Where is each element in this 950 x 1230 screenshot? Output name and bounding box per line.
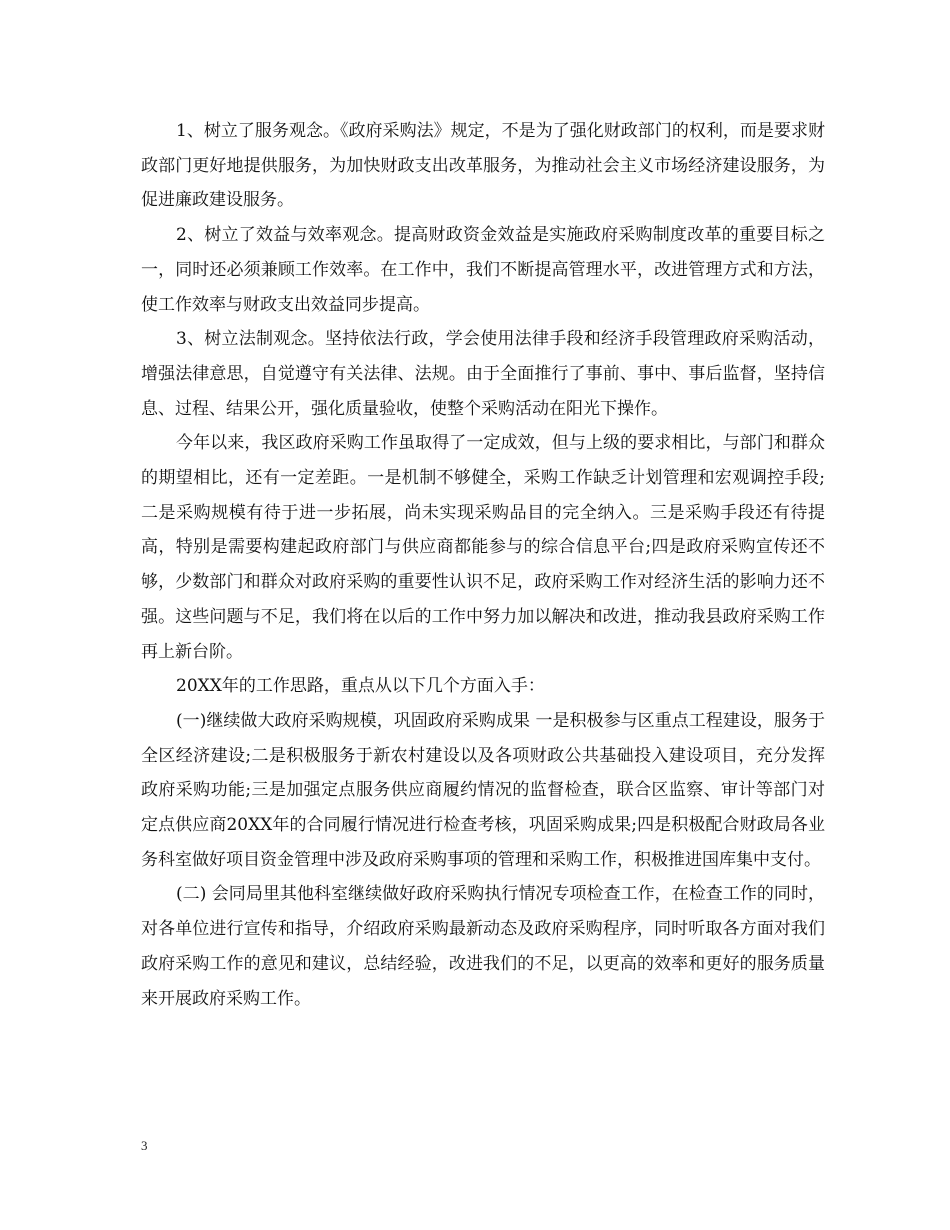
paragraph-work-plan-intro: 20XX年的工作思路，重点从以下几个方面入手： bbox=[176, 676, 545, 697]
paragraph-legal-concept: 3、树立法制观念。坚持依法行政，学会使用法律手段和经济手段管理政府采购活动，增强法律意思，自觉遵守有关法律、法规。由于全面推行了事前、事中、事后监督，坚持信息、过程、结果公开，强化质量验收，使整个采购活动在阳光下操作。 bbox=[141, 329, 825, 419]
paragraph-efficiency-concept: 2、树立了效益与效率观念。提高财政资金效益是实施政府采购制度改革的重要目标之一，同时还必须兼顾工作效率。在工作中，我们不断提高管理水平，改进管理方式和方法，使工作效率与财政支出效益同步提高。 bbox=[141, 225, 825, 315]
paragraph-plan-item-1: (一)继续做大政府采购规模，巩固政府采购成果 一是积极参与区重点工程建设，服务于全区经济建设;二是积极服务于新农村建设以及各项财政公共基础投入建设项目，充分发挥政府采购功能;三是加强定点服务供应商履约情况的监督检查，联合区监察、审计等部门对定点供应商20XX年的合同履行情况进行检查考核，巩固采购成果;四是积极配合财政局各业务科室做好项目资金管理中涉及政府采购事项的管理和采购工作，积极推进国库集中支付。 bbox=[141, 710, 825, 870]
page-number: 3 bbox=[141, 1138, 148, 1153]
paragraph-shortcomings: 今年以来，我区政府采购工作虽取得了一定成效，但与上级的要求相比，与部门和群众的期望相比，还有一定差距。一是机制不够健全，采购工作缺乏计划管理和宏观调控手段;二是采购规模有待于进一步拓展，尚未实现采购品目的完全纳入。三是采购手段还有待提高，特别是需要构建起政府部门与供应商都能参与的综合信息平台;四是政府采购宣传还不够，少数部门和群众对政府采购的重要性认识不足，政府采购工作对经济生活的影响力还不强。这些问题与不足，我们将在以后的工作中努力加以解决和改进，推动我县政府采购工作再上新台阶。 bbox=[141, 433, 825, 662]
document-body bbox=[141, 114, 825, 1016]
paragraph-service-concept: 1、树立了服务观念。《政府采购法》规定，不是为了强化财政部门的权利，而是要求财政部门更好地提供服务，为加快财政支出改革服务，为推动社会主义市场经济建设服务，为促进廉政建设服务。 bbox=[141, 121, 825, 211]
paragraph-plan-item-2: (二) 会同局里其他科室继续做好政府采购执行情况专项检查工作，在检查工作的同时，对各单位进行宣传和指导，介绍政府采购最新动态及政府采购程序，同时听取各方面对我们政府采购工作的意见和建议，总结经验，改进我们的不足，以更高的效率和更好的服务质量来开展政府采购工作。 bbox=[141, 884, 825, 1009]
